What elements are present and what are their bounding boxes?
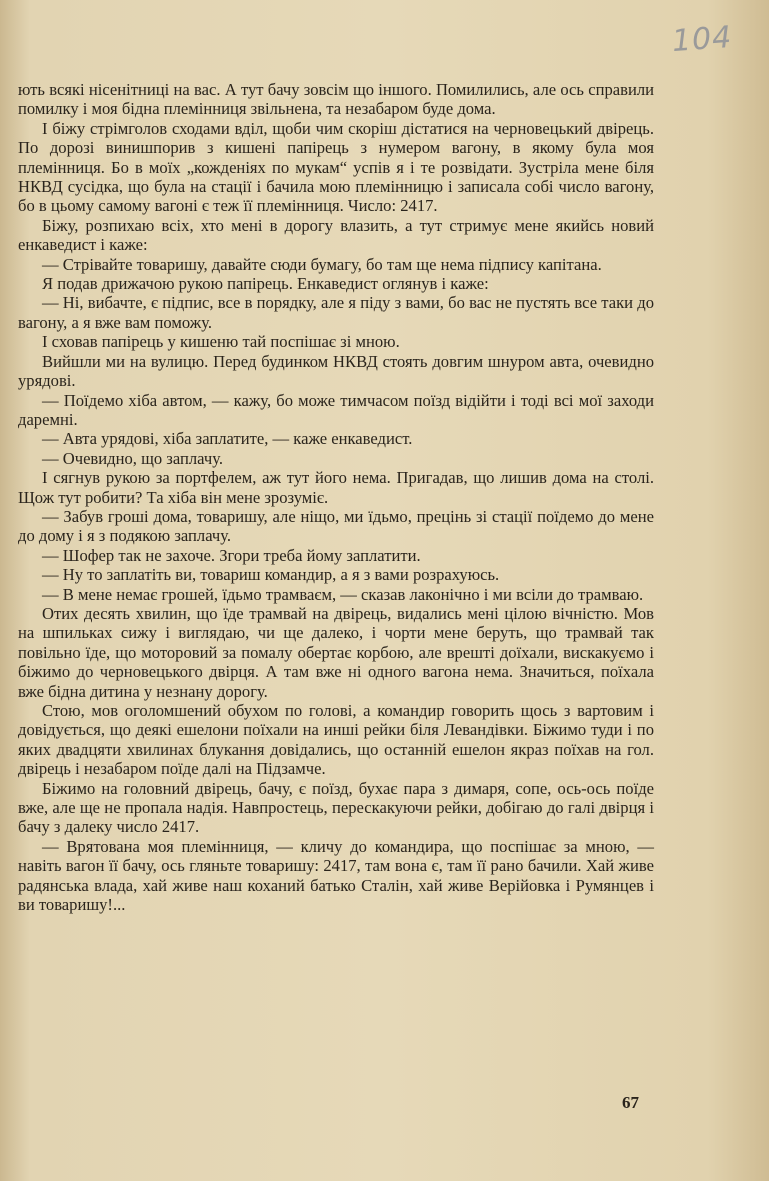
paragraph: І біжу стрімголов сходами вділ, щоби чим скоріш дістатися на черновецький двірець. По дорозі винишпорив з кишені папірець з нумером вагону, в якому була моя племінниця. Бо в моїх „кожденіях по мукам“ успів я і те розвідати. Зустріла мене біля НКВД сусідка, що була на стації і бачила мою племінницю і записала собі число вагону, бо в цьому самому вагоні є теж її племінниця. Число: 2417. [18,118,654,216]
paragraph: — Поїдемо хіба автом, — кажу, бо може тимчасом поїзд відійти і тоді всі мої заходи даремні. [18,390,654,429]
paragraph: — Очевидно, що заплачу. [42,448,223,468]
paragraph: — В мене немає грошей, їдьмо трамваєм, — сказав лаконічно і ми всіли до трамваю. [42,584,644,604]
paragraph: — Врятована моя племінниця, — кличу до командира, що поспішає за мною, — навіть вагон її бачу, ось гляньте товаришу: 2417, там вона є, там її рано бачили. Хай живе радянська влада, хай живе наш коханий батько Сталін, хай живе Верійовка і Румянцев і ви товаришу!... [18,836,654,915]
paragraph: І сягнув рукою за портфелем, аж тут його нема. Пригадав, що лишив дома на столі. Щож тут робити? Та хіба він мене зрозуміє. [18,468,654,507]
paragraph: — Ну то заплатіть ви, товариш командир, а я з вами розрахуюсь. [42,565,500,585]
paragraph: Біжимо на головний двірець, бачу, є поїзд, бухає пара з димаря, сопе, ось-ось поїде вже, але ще не пропала надія. Навпростець, перескакуючи рейки, добігаю до галі двірця і бачу з далеку число 2417. [18,778,654,837]
handwritten-page-number: 104 [670,19,734,60]
paragraph: — Авта урядові, хіба заплатите, — каже енкаведист. [42,429,413,449]
page-number: 67 [622,1093,639,1112]
paragraph: — Ні, вибачте, є підпис, все в порядку, але я піду з вами, бо вас не пустять все таки до вагону, а я вже вам поможу. [18,293,654,332]
paragraph: — Стрівайте товаришу, давайте сюди бумагу, бо там ще нема підпису капітана. [42,254,602,274]
text-body [18,80,654,914]
paragraph: Я подав дрижачою рукою папірець. Енкаведист оглянув і каже: [42,274,489,294]
paragraph: Вийшли ми на вулицю. Перед будинком НКВД стоять довгим шнуром авта, очевидно урядові. [18,351,654,391]
paragraph: Стою, мов оголомшений обухом по голові, а командир говорить щось з вартовим і довідується, що деякі ешелони поїхали на инші рейки біля Левандівки. Біжимо туди і по яких двадцяти хвилинах блукання довідались, що останній ешелон якраз поїхав на гол. двірець і незабаром поїде далі на Підзамче. [18,701,654,779]
paragraph: Біжу, розпихаю всіх, хто мені в дорогу влазить, а тут стримує мене якийсь новий енкаведист і каже: [18,215,654,255]
paragraph: ють всякі нісенітниці на вас. А тут бачу зовсім що іншого. Помилились, але ось справили помилку і моя бідна племінниця звільнена, та незабаром буде дома. [18,80,654,119]
paragraph: І сховав папірець у кишеню тай поспішає зі мною. [42,332,400,352]
paragraph: — Забув гроші дома, товаришу, але ніщо, ми їдьмо, прецінь зі стації поїдемо до мене до дому і я з подякою заплачу. [18,506,654,546]
paragraph: Отих десять хвилин, що їде трамвай на двірець, видались мені цілою вічністю. Мов на шпильках сижу і виглядаю, чи ще далеко, і чорти мене беруть, що трамвай так повільно їде, що моторовий за помалу обертає корбою, але врешті доїхали, вискакуємо і біжимо до черновецького двірця. А там вже ні одного вагона нема. Значиться, поїхала вже бідна дитина у незнану дорогу. [18,603,654,701]
paragraph: — Шофер так не захоче. Згори треба йому заплатити. [42,545,421,565]
